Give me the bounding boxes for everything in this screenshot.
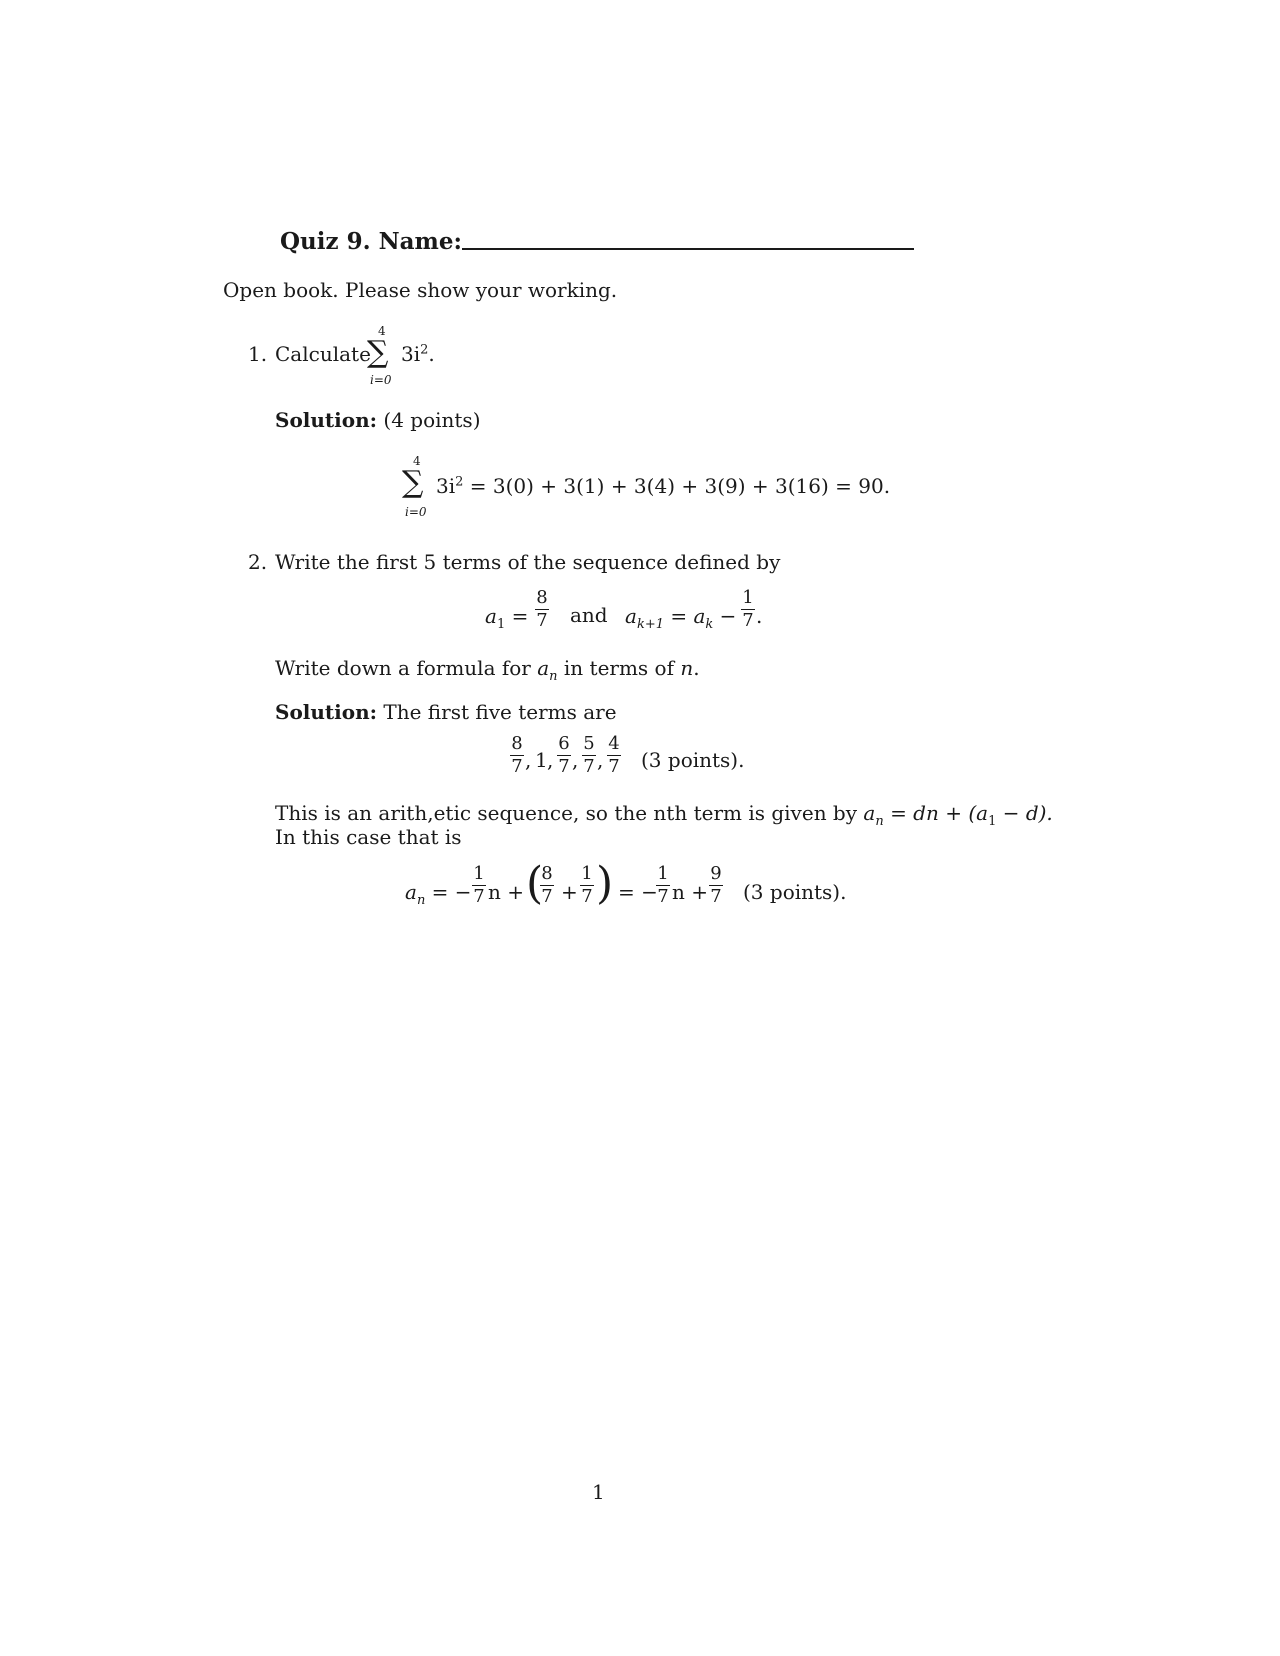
q2-explain-a: a: [863, 801, 876, 825]
q1-prompt: Calculate: [275, 342, 371, 366]
term-denominator: 7: [583, 756, 595, 777]
q1-solution-points: (4 points): [383, 408, 481, 432]
name-blank-line: [462, 248, 914, 250]
q2-final-f5-den: 7: [710, 886, 722, 907]
q2-formula-prompt-a: a: [537, 656, 550, 680]
q2-explain-rhs: = dn + (a: [890, 801, 989, 825]
q2-final-fraction-2: [540, 864, 554, 907]
term-separator-comma: ,: [525, 748, 532, 772]
q1-display-sigma: ∑: [402, 465, 424, 500]
q1-sum-upper: 4: [378, 324, 386, 338]
q1-term: [401, 342, 435, 366]
q1-solution-label: Solution:: [275, 408, 378, 432]
q2-formula-prompt-part1: Write down a formula for: [275, 656, 531, 680]
q2-def-a1-symbol: a: [485, 604, 497, 628]
q2-def-rec-subscript-k: k: [705, 617, 714, 632]
term-denominator: 7: [511, 756, 523, 777]
term-separator-comma: ,: [547, 748, 554, 772]
q2-final-a: a: [405, 880, 417, 904]
q2-def-a1: [485, 604, 528, 632]
q2-def-recurrence: [625, 604, 736, 632]
q2-def-rec-minus: −: [719, 604, 737, 628]
q2-def-a1-subscript: 1: [496, 617, 506, 632]
q2-prompt: Write the first 5 terms of the sequence defined by: [275, 550, 781, 574]
q2-final-a-sub: n: [416, 893, 426, 908]
q2-solution-label: Solution:: [275, 700, 378, 724]
q1-sum-lower: i=0: [370, 373, 392, 387]
q2-final-f3-num: 1: [581, 863, 593, 884]
q1-term-base: 3i: [401, 342, 421, 366]
q1-display-exponent: 2: [455, 474, 464, 490]
q2-final-fraction-1: [472, 864, 486, 907]
q2-def-end: .: [756, 604, 763, 628]
term-numerator: 5: [583, 733, 595, 754]
q2-def-rec-denominator: 7: [742, 610, 754, 631]
q1-display-rhs: = 3(0) + 3(1) + 3(4) + 3(9) + 3(16) = 90.: [469, 474, 891, 498]
q1-solution: [275, 408, 481, 432]
q1-display-sum-lower: i=0: [405, 505, 427, 519]
page-title: Quiz 9. Name:: [280, 228, 462, 255]
q2-formula-prompt-end: .: [693, 656, 700, 680]
q2-final-f3-den: 7: [581, 886, 593, 907]
q2-def-rec-numerator: 1: [742, 587, 754, 608]
q2-def-rec-symbol: a: [625, 604, 637, 628]
q2-def-rec-eq: = a: [670, 604, 706, 628]
q1-sigma-symbol: ∑: [367, 335, 389, 370]
q2-explain-a1-sub: 1: [988, 814, 997, 829]
term-separator-comma: ,: [572, 748, 579, 772]
q1-display-term: 3i: [436, 474, 456, 498]
q1-term-end: .: [428, 342, 435, 366]
q1-number: 1.: [248, 342, 268, 366]
q2-final-eq2: = −: [618, 880, 658, 904]
term-denominator: 7: [608, 756, 620, 777]
q2-def-fraction-a1: [535, 588, 549, 631]
q2-final-fraction-4: [656, 864, 670, 907]
q1-display-equation: [436, 474, 890, 498]
q2-def-a1-numerator: 8: [536, 587, 548, 608]
term-plain: 1: [535, 748, 548, 772]
term-numerator: 8: [511, 733, 523, 754]
q2-def-rec-subscript: k+1: [636, 617, 664, 632]
q2-final-f2-den: 7: [541, 886, 553, 907]
q2-def-equals: =: [511, 604, 529, 628]
intro-text: Open book. Please show your working.: [223, 278, 618, 302]
q2-final-f5-num: 9: [710, 863, 722, 884]
q2-def-and: and: [570, 603, 608, 627]
q2-final-fraction-5: [709, 864, 723, 907]
q2-formula-prompt-part2: in terms of: [563, 656, 674, 680]
q2-final-n2: n +: [672, 880, 708, 904]
q2-final-f1-den: 7: [473, 886, 485, 907]
q2-final-f1-num: 1: [473, 863, 485, 884]
q2-explain-line2: In this case that is: [275, 825, 462, 849]
q2-final-f2-num: 8: [541, 863, 553, 884]
term-fraction: [582, 734, 596, 777]
q2-final-n1: n +: [488, 880, 524, 904]
q2-solution: [275, 700, 617, 724]
q2-terms-points: (3 points).: [641, 748, 745, 772]
q2-number: 2.: [248, 550, 268, 574]
q2-def-a1-denominator: 7: [536, 610, 548, 631]
q2-terms-list: [510, 734, 630, 784]
q2-formula-prompt-sub: n: [549, 669, 558, 684]
term-separator-comma: ,: [597, 748, 604, 772]
q2-final-close-paren: ): [596, 858, 614, 909]
q2-final-open-paren: (: [526, 858, 544, 909]
q2-formula-prompt-n: n: [680, 656, 694, 680]
term-fraction: [557, 734, 571, 777]
page-number: 1: [592, 1480, 605, 1504]
term-fraction: [607, 734, 621, 777]
q1-display-sum-upper: 4: [413, 454, 421, 468]
q2-explain-text: This is an arith,etic sequence, so the nth term is given by: [275, 801, 858, 825]
term-fraction: [510, 734, 524, 777]
q2-formula-prompt: [275, 656, 700, 684]
term-denominator: 7: [558, 756, 570, 777]
term-numerator: 6: [558, 733, 570, 754]
q2-final-f4-den: 7: [657, 886, 669, 907]
term-numerator: 4: [608, 733, 620, 754]
q2-final-lhs: [405, 880, 472, 908]
q2-def-fraction-rec: [741, 588, 755, 631]
q2-final-fraction-3: [580, 864, 594, 907]
q2-final-eq1: = −: [431, 880, 472, 904]
q1-term-exponent: 2: [420, 342, 429, 358]
q2-explain-a-sub: n: [875, 814, 884, 829]
q2-solution-text: The first five terms are: [383, 700, 617, 724]
q2-explain-end: − d).: [1002, 801, 1053, 825]
q2-final-points: (3 points).: [743, 880, 847, 904]
q2-final-f4-num: 1: [657, 863, 669, 884]
q2-final-plus: +: [561, 880, 578, 904]
